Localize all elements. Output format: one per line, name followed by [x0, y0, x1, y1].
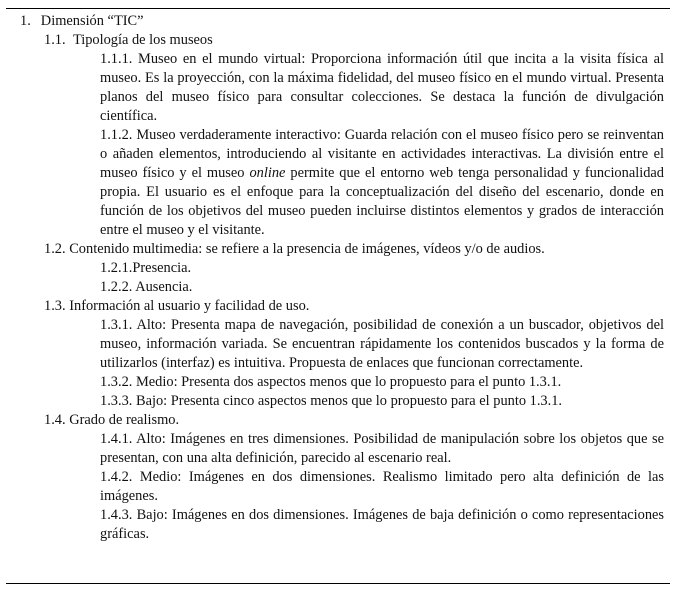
- item-1-2-2: 1.2.2. Ausencia.: [100, 279, 193, 295]
- item-1-4-1: 1.4.1. Alto: Imágenes en tres dimensiones. Posibilidad de manipulación sobre los objetos que se presentan, con una alta definición, parecido al escenario real.: [100, 431, 664, 466]
- item-1-1-1: 1.1.1. Museo en el mundo virtual: Proporciona información útil que incita a la visita física al museo. Es la proyección, con la máxima fidelidad, del museo físico en el mundo virtual. Presenta planos del museo físico para consultar colecciones. Se destaca la función de divulgación científica.: [100, 51, 664, 124]
- subsection-heading-1-3: 1.3. Información al usuario y facilidad de uso.: [44, 298, 310, 314]
- document-body: [0, 12, 676, 544]
- item-1-3-2: 1.3.2. Medio: Presenta dos aspectos menos que lo propuesto para el punto 1.3.1.: [100, 374, 562, 390]
- subsection-heading-1-2: 1.2. Contenido multimedia: se refiere a la presencia de imágenes, vídeos y/o de audios.: [44, 241, 545, 257]
- section-number: 1.: [20, 13, 31, 29]
- subsection-heading-1-1: 1.1. Tipología de los museos: [44, 32, 213, 48]
- item-1-2-1: 1.2.1.Presencia.: [100, 260, 192, 276]
- section-heading: [20, 12, 662, 31]
- section-title: Dimensión “TIC”: [40, 13, 144, 29]
- subsection-heading-1-4: 1.4. Grado de realismo.: [44, 412, 180, 428]
- item-1-3-1: 1.3.1. Alto: Presenta mapa de navegación, posibilidad de conexión a un buscador, objetivos del museo, información variada. Se encuentran rápidamente los contenidos buscados y la forma de utilizarlos (interfaz) es intuitiva. Propuesta de enlaces que funcionan correctamente.: [100, 317, 664, 371]
- item-1-4-3: 1.4.3. Bajo: Imágenes en dos dimensiones. Imágenes de baja definición o como representaciones gráficas.: [100, 507, 665, 542]
- item-1-3-3: 1.3.3. Bajo: Presenta cinco aspectos menos que lo propuesto para el punto 1.3.1.: [100, 393, 563, 409]
- online-italic-term: online: [249, 165, 286, 181]
- item-1-4-2: 1.4.2. Medio: Imágenes en dos dimensiones. Realismo limitado pero alta definición de las imágenes.: [100, 469, 664, 504]
- item-1-1-2: 1.1.2. Museo verdaderamente interactivo: Guarda relación con el museo físico pero se reinventan o añaden elementos, introduciendo al visitante en actividades interactivas. La división entre el museo físico y el museo online permite que el entorno web tenga personalidad y funcionalidad propia. El usuario es el enfoque para la conceptualización del diseño del escenario, donde en función de los objetivos del museo pueden incluirse distintos elementos y grados de interacción entre el museo y el visitante.: [100, 127, 664, 238]
